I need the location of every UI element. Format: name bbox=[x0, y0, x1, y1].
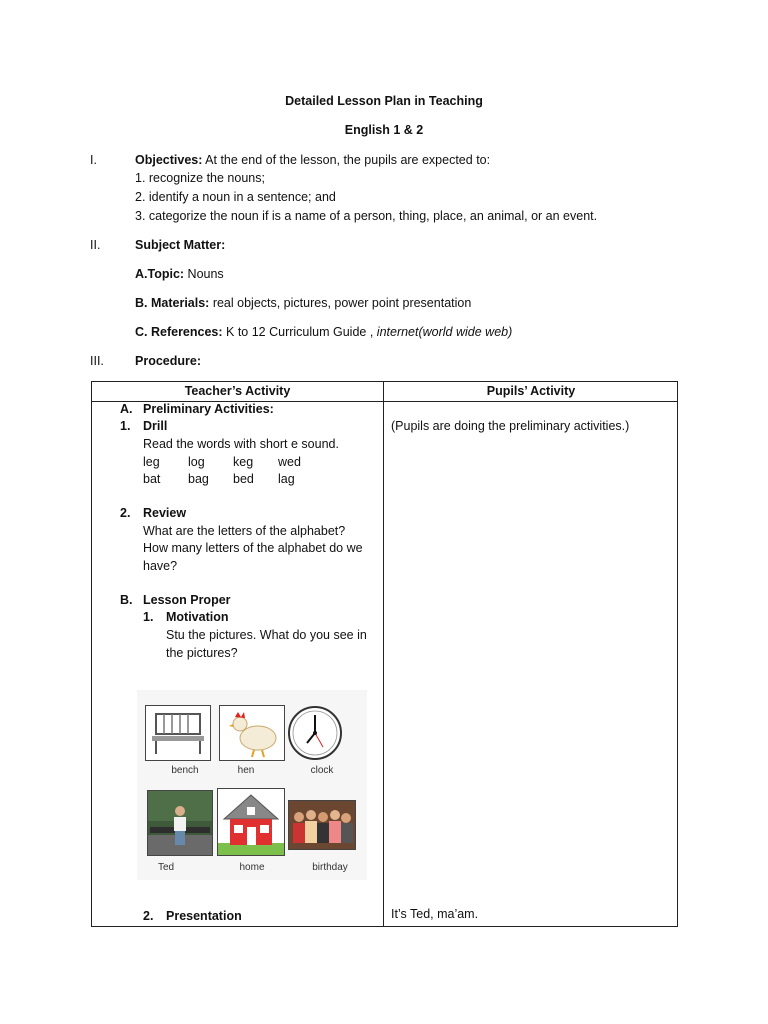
document-subtitle: English 1 & 2 bbox=[344, 123, 424, 137]
presentation-heading: Presentation bbox=[166, 909, 242, 923]
ted-picture bbox=[147, 790, 213, 856]
procedure-heading: Procedure: bbox=[135, 354, 201, 368]
materials-value: real objects, pictures, power point presentation bbox=[209, 296, 472, 310]
birthday-picture bbox=[288, 800, 356, 850]
drill-word: keg bbox=[233, 455, 254, 469]
document-title: Detailed Lesson Plan in Teaching bbox=[285, 94, 483, 108]
motivation-text: Stu the pictures. What do you see in bbox=[166, 628, 367, 642]
house-icon bbox=[218, 789, 284, 855]
lesson-letter: B. bbox=[120, 593, 133, 607]
person-icon bbox=[148, 791, 212, 855]
clock-icon bbox=[287, 703, 343, 763]
objective-item: 3. categorize the noun if is a name of a person, thing, place, an animal, or an event. bbox=[135, 209, 598, 223]
objectives-intro: At the end of the lesson, the pupils are expected to: bbox=[202, 153, 491, 167]
motivation-heading: Motivation bbox=[166, 610, 229, 624]
pupils-activity-header: Pupils’ Activity bbox=[486, 384, 576, 398]
pupils-answer: It’s Ted, ma’am. bbox=[391, 907, 479, 921]
topic-label: A.Topic: bbox=[135, 267, 185, 281]
home-picture bbox=[217, 788, 285, 856]
topic-value: Nouns bbox=[184, 267, 224, 281]
prelim-letter: A. bbox=[120, 402, 133, 416]
drill-word: bat bbox=[143, 472, 161, 486]
references-italic: internet(world wide web) bbox=[373, 325, 513, 339]
objectives-line bbox=[135, 153, 490, 167]
subject-matter-heading: Subject Matter: bbox=[135, 238, 226, 252]
review-question-cont: have? bbox=[143, 559, 178, 573]
picture-label: birthday bbox=[312, 862, 348, 873]
birthday-party-icon bbox=[289, 801, 355, 849]
subject-matter-numeral: II. bbox=[90, 238, 101, 252]
picture-label: home bbox=[239, 862, 265, 873]
review-number: 2. bbox=[120, 506, 131, 520]
references-line bbox=[135, 325, 512, 339]
review-question: What are the letters of the alphabet? bbox=[143, 524, 346, 538]
drill-number: 1. bbox=[120, 419, 131, 433]
review-question: How many letters of the alphabet do we bbox=[143, 541, 363, 555]
drill-word: leg bbox=[143, 455, 160, 469]
procedure-numeral: III. bbox=[90, 354, 104, 368]
bench-picture bbox=[145, 705, 211, 761]
motivation-number: 1. bbox=[143, 610, 154, 624]
picture-label: hen bbox=[237, 765, 255, 776]
topic-line bbox=[135, 267, 224, 281]
review-heading: Review bbox=[143, 506, 187, 520]
picture-label: clock bbox=[310, 765, 334, 776]
hen-icon bbox=[220, 706, 284, 760]
drill-word: lag bbox=[278, 472, 295, 486]
drill-word: log bbox=[188, 455, 205, 469]
references-label: C. References: bbox=[135, 325, 223, 339]
references-value: K to 12 Curriculum Guide , bbox=[222, 325, 374, 339]
materials-line bbox=[135, 296, 471, 310]
drill-word: bed bbox=[233, 472, 254, 486]
picture-label: bench bbox=[171, 765, 199, 776]
lesson-heading: Lesson Proper bbox=[143, 593, 231, 607]
drill-heading: Drill bbox=[143, 419, 168, 433]
table-column-divider bbox=[383, 382, 384, 926]
bench-icon bbox=[146, 706, 210, 760]
motivation-text-cont: the pictures? bbox=[166, 646, 238, 660]
presentation-number: 2. bbox=[143, 909, 154, 923]
pupils-prelim-response: (Pupils are doing the preliminary activities.) bbox=[391, 419, 630, 433]
objective-item: 2. identify a noun in a sentence; and bbox=[135, 190, 336, 204]
drill-instruction: Read the words with short e sound. bbox=[143, 437, 339, 451]
prelim-heading: Preliminary Activities: bbox=[143, 402, 274, 416]
clock-picture bbox=[287, 703, 343, 763]
objectives-numeral: I. bbox=[90, 153, 97, 167]
drill-word: bag bbox=[188, 472, 209, 486]
objectives-heading: Objectives: bbox=[135, 153, 203, 167]
drill-word: wed bbox=[278, 455, 301, 469]
teacher-activity-header: Teacher’s Activity bbox=[184, 384, 291, 398]
objective-item: 1. recognize the nouns; bbox=[135, 171, 265, 185]
materials-label: B. Materials: bbox=[135, 296, 210, 310]
hen-picture bbox=[219, 705, 285, 761]
picture-label: Ted bbox=[157, 862, 175, 873]
